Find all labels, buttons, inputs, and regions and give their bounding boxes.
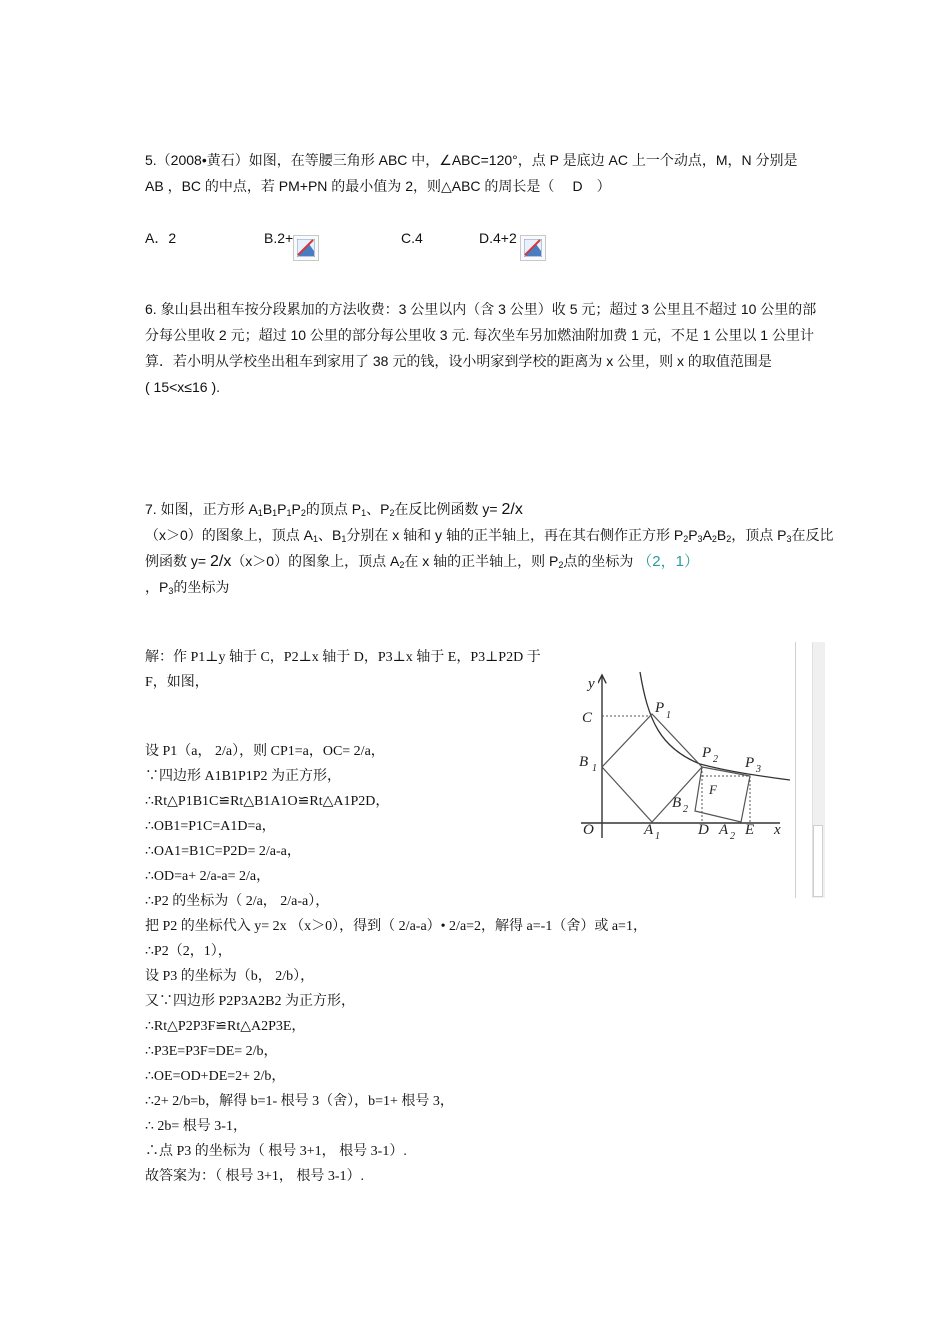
label-sub: 3 [756, 764, 761, 775]
solution-line: ∴OB1=P1C=A1D=a， [145, 819, 276, 834]
subscript: 2 [558, 560, 564, 570]
subscript: 2 [300, 508, 306, 518]
q7-text: P [277, 501, 287, 517]
q7-text: （x＞0）的图象上，顶点 A [145, 527, 314, 543]
q6-line1: 6. 象山县出租车按分段累加的方法收费：3 公里以内（含 3 公里）收 5 元；超过 3 公里且不超过 10 公里的部 [145, 301, 817, 317]
subscript: 3 [168, 586, 174, 596]
solution-line: 故答案为：（ 根号 3+1， 根号 3-1）. [145, 1169, 365, 1184]
solution-line: ∴OA1=B1C=P2D= 2/a-a， [145, 844, 301, 859]
square-p2p3a2b2 [695, 767, 750, 822]
q7-text: 的坐标为 [173, 579, 230, 595]
solution-line: ∴OD=a+ 2/a-a= 2/a， [145, 869, 271, 884]
q7-text: 分别在 x 轴和 y 轴的正半轴上，再在其右侧作正方形 P [346, 527, 684, 543]
q7-line2 [145, 525, 834, 549]
q7-text: 7. 如图，正方形 A [145, 501, 258, 517]
q7-text: 、B [318, 527, 342, 543]
subscript: 3 [786, 534, 792, 544]
q5-line2-text: AB ，BC 的中点，若 PM+PN 的最小值为 2，则△ABC 的周长是（ [145, 178, 555, 194]
solution-line: ∴点 P3 的坐标为（ 根号 3+1， 根号 3-1）. [145, 1144, 407, 1159]
q6-line3: 算．若小明从学校坐出租车到家用了 38 元的钱，设小明家到学校的距离为 x 公里，则 x 的取值范围是 [145, 353, 772, 369]
label-p3: P [745, 755, 755, 771]
q7-text: ，P [145, 579, 169, 595]
q7-line4 [145, 577, 229, 601]
q7-fraction: 2/x [209, 553, 232, 570]
solution-intro-1: 解：作 P1⊥y 轴于 C，P2⊥x 轴于 D，P3⊥x 轴于 E，P3⊥P2D 于 [145, 650, 541, 665]
q7-line1 [145, 499, 523, 523]
q7-line3 [145, 551, 699, 575]
label-e: E [745, 822, 755, 838]
subscript: 1 [361, 508, 367, 518]
q7-text: B [716, 527, 727, 543]
subscript: 2 [399, 560, 405, 570]
label-sub: 2 [683, 804, 688, 815]
q7-text: P [291, 501, 301, 517]
solution-line: 把 P2 的坐标代入 y= 2x （x＞0），得到（ 2/a-a）• 2/a=2，解得 a=-1（舍）或 a=1， [145, 919, 647, 934]
subscript: 2 [726, 534, 732, 544]
scrollbar-thumb[interactable] [813, 825, 823, 897]
q7-fraction: 2/x [501, 501, 523, 518]
solution-line: ∵四边形 A1B1P1P2 为正方形， [145, 769, 342, 784]
q7-text: P [688, 527, 698, 543]
solution-line: ∴P2（2，1）， [145, 944, 232, 959]
label-sub: 2 [730, 831, 735, 842]
subscript: 2 [389, 508, 395, 518]
q7-text: ，顶点 P [731, 527, 787, 543]
label-o: O [583, 822, 594, 838]
solution-line: ∴ 2b= 根号 3-1， [145, 1119, 247, 1134]
label-b2: B [672, 795, 682, 811]
subscript: 3 [697, 534, 703, 544]
q5-option-d: D.4+2 [479, 230, 517, 246]
label-c: C [582, 710, 593, 726]
label-x: x [774, 822, 781, 838]
q5-line2 [145, 176, 611, 196]
q7-text: B [262, 501, 273, 517]
q5-option-b: B.2+ [264, 230, 294, 246]
label-a1: A [644, 822, 654, 838]
q7-text: （x＞0）的图象上，顶点 A [231, 553, 400, 569]
subscript: 2 [711, 534, 717, 544]
label-f: F [709, 782, 717, 797]
q6-line4: ( 15<x≤16 ). [145, 379, 220, 395]
solution-line: ∴P2 的坐标为（ 2/a， 2/a-a）， [145, 894, 330, 909]
solution-line: ∴Rt△P2P3F≌Rt△A2P3E， [145, 1019, 306, 1034]
q7-text: 点的坐标为 [563, 553, 638, 569]
subscript: 1 [272, 508, 278, 518]
solution-line: 又∵四边形 P2P3A2B2 为正方形， [145, 994, 356, 1009]
q7-text: 在反比 [791, 527, 834, 543]
label-p2: P [702, 745, 712, 761]
solution-line: 设 P3 的坐标为（b， 2/b）， [145, 969, 315, 984]
subscript: 1 [286, 508, 292, 518]
subscript: 2 [683, 534, 689, 544]
solution-intro-2: F，如图， [145, 675, 209, 690]
solution-line: 设 P1（a， 2/a），则 CP1=a，OC= 2/a， [145, 744, 385, 759]
q5-option-a: A．2 [145, 230, 177, 246]
solution-line: ∴2+ 2/b=b，解得 b=1- 根号 3（舍），b=1+ 根号 3， [145, 1094, 454, 1109]
subscript: 1 [313, 534, 319, 544]
q5-answer: D [572, 178, 583, 194]
label-y: y [588, 676, 595, 692]
q5-line1: 5.（2008•黄石）如图，在等腰三角形 ABC 中，∠ABC=120°，点 P 是底边 AC 上一个动点，M，N 分别是 [145, 152, 798, 168]
q7-answer-p2: （2，1） [637, 553, 699, 570]
label-sub: 1 [655, 831, 660, 842]
label-sub: 2 [713, 754, 718, 765]
q7-text: 在 x 轴的正半轴上，则 P [404, 553, 559, 569]
solution-line: ∴Rt△P1B1C≌Rt△B1A1O≌Rt△A1P2D， [145, 794, 390, 809]
q7-text: 在反比例函数 y= [394, 501, 502, 517]
label-b1: B [579, 754, 589, 770]
label-a2: A [719, 822, 729, 838]
figure-divider [795, 642, 796, 898]
label-d: D [698, 822, 709, 838]
q7-text: 例函数 y= [145, 553, 210, 569]
label-p1: P [655, 700, 665, 716]
q7-text: 的顶点 P [305, 501, 362, 517]
q5-option-c: C.4 [401, 230, 423, 246]
solution-line: ∴OE=OD+DE=2+ 2/b， [145, 1069, 286, 1084]
q7-text: 、P [366, 501, 390, 517]
broken-image-icon [293, 235, 319, 261]
geometry-figure [570, 660, 795, 845]
q7-text: A [702, 527, 712, 543]
q5-line2-end: ） [596, 178, 611, 194]
broken-image-icon [520, 235, 546, 261]
subscript: 1 [341, 534, 347, 544]
label-sub: 1 [666, 710, 671, 721]
solution-line: ∴P3E=P3F=DE= 2/b， [145, 1044, 278, 1059]
label-sub: 1 [592, 763, 597, 774]
q6-line2: 分每公里收 2 元；超过 10 公里的部分每公里收 3 元. 每次坐车另加燃油附加费 1 元，不足 1 公里以 1 公里计 [145, 327, 814, 343]
subscript: 1 [257, 508, 263, 518]
